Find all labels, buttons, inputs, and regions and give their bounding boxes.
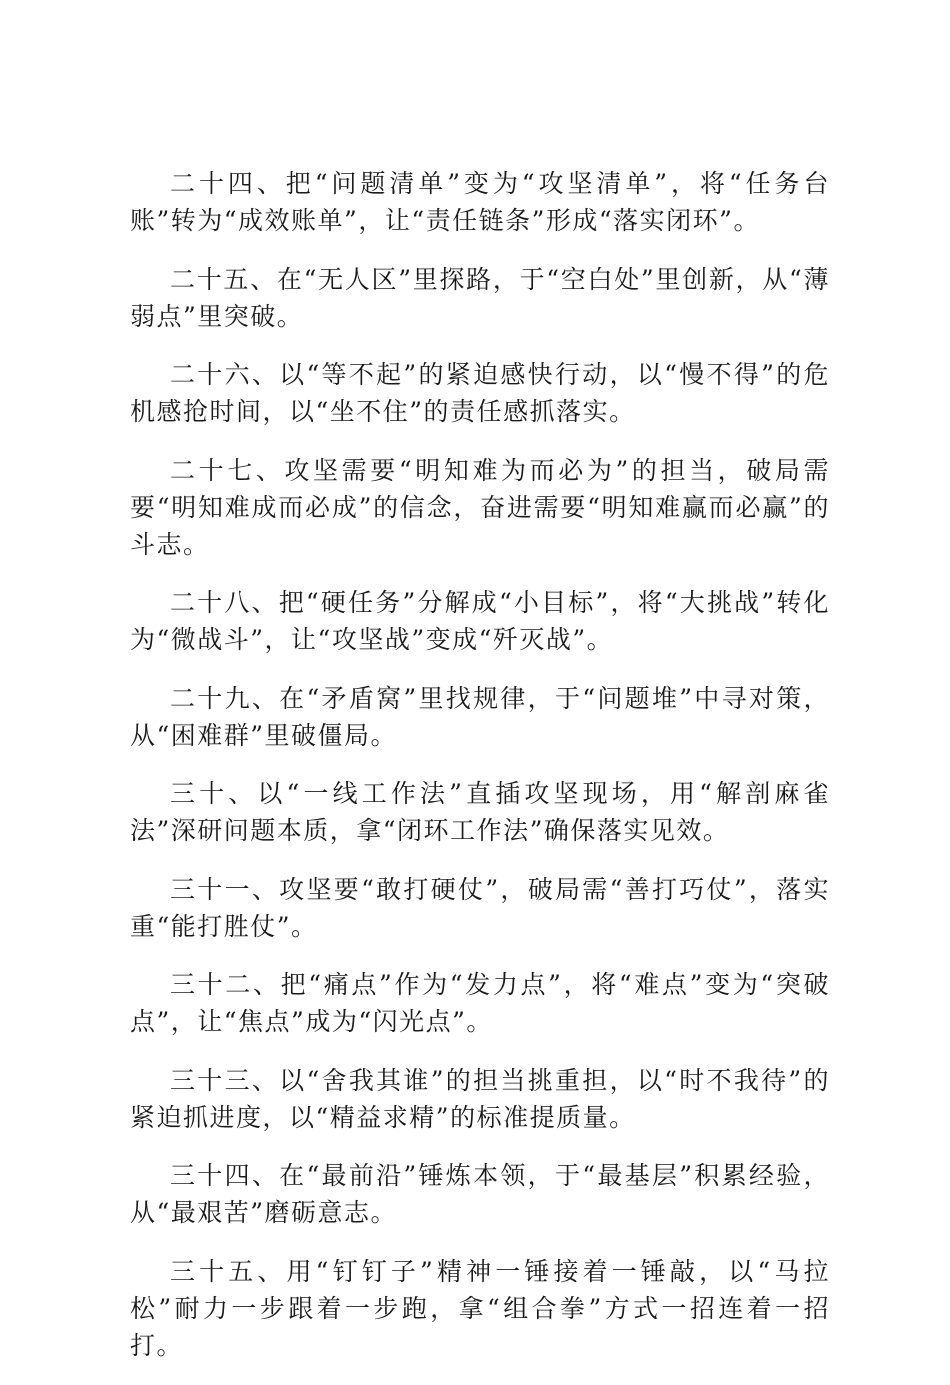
- paragraph-31: 三十一、攻坚要“敢打硬仗”，破局需“善打巧仗”，落实重“能打胜仗”。: [130, 874, 831, 941]
- paragraph-27: 二十七、攻坚需要“明知难为而必为”的担当，破局需要“明知难成而必成”的信念，奋进需要“明知难赢而必赢”的斗志。: [130, 455, 830, 559]
- paragraph-29: 二十九、在“矛盾窝”里找规律，于“问题堆”中寻对策，从“困难群”里破僵局。: [130, 683, 830, 750]
- paragraph-35: 三十五、用“钉钉子”精神一锤接着一锤敲，以“马拉松”耐力一步跟着一步跑，拿“组合拳”方式一招连着一招打。: [130, 1256, 830, 1360]
- paragraph-26: 二十六、以“等不起”的紧迫感快行动，以“慢不得”的危机感抢时间，以“坐不住”的责任感抓落实。: [130, 360, 830, 426]
- paragraph-33: 三十三、以“舍我其谁”的担当挑重担，以“时不我待”的紧迫抓进度，以“精益求精”的标准提质量。: [130, 1065, 830, 1132]
- paragraph-34: 三十四、在“最前沿”锤炼本领，于“最基层”积累经验，从“最艰苦”磨砺意志。: [130, 1161, 830, 1227]
- document-body: [130, 165, 830, 1385]
- paragraph-32: 三十二、把“痛点”作为“发力点”，将“难点”变为“突破点”，让“焦点”成为“闪光点”。: [130, 970, 830, 1036]
- paragraph-28: 二十八、把“硬任务”分解成“小目标”，将“大挑战”转化为“微战斗”，让“攻坚战”变成“歼灭战”。: [130, 588, 830, 654]
- paragraph-24: 二十四、把“问题清单”变为“攻坚清单”，将“任务台账”转为“成效账单”，让“责任链条”形成“落实闭环”。: [130, 169, 830, 235]
- paragraph-30: 三十、以“一线工作法”直插攻坚现场，用“解剖麻雀法”深研问题本质，拿“闭环工作法”确保落实见效。: [130, 779, 830, 845]
- paragraph-25: 二十五、在“无人区”里探路，于“空白处”里创新，从“薄弱点”里突破。: [130, 264, 830, 331]
